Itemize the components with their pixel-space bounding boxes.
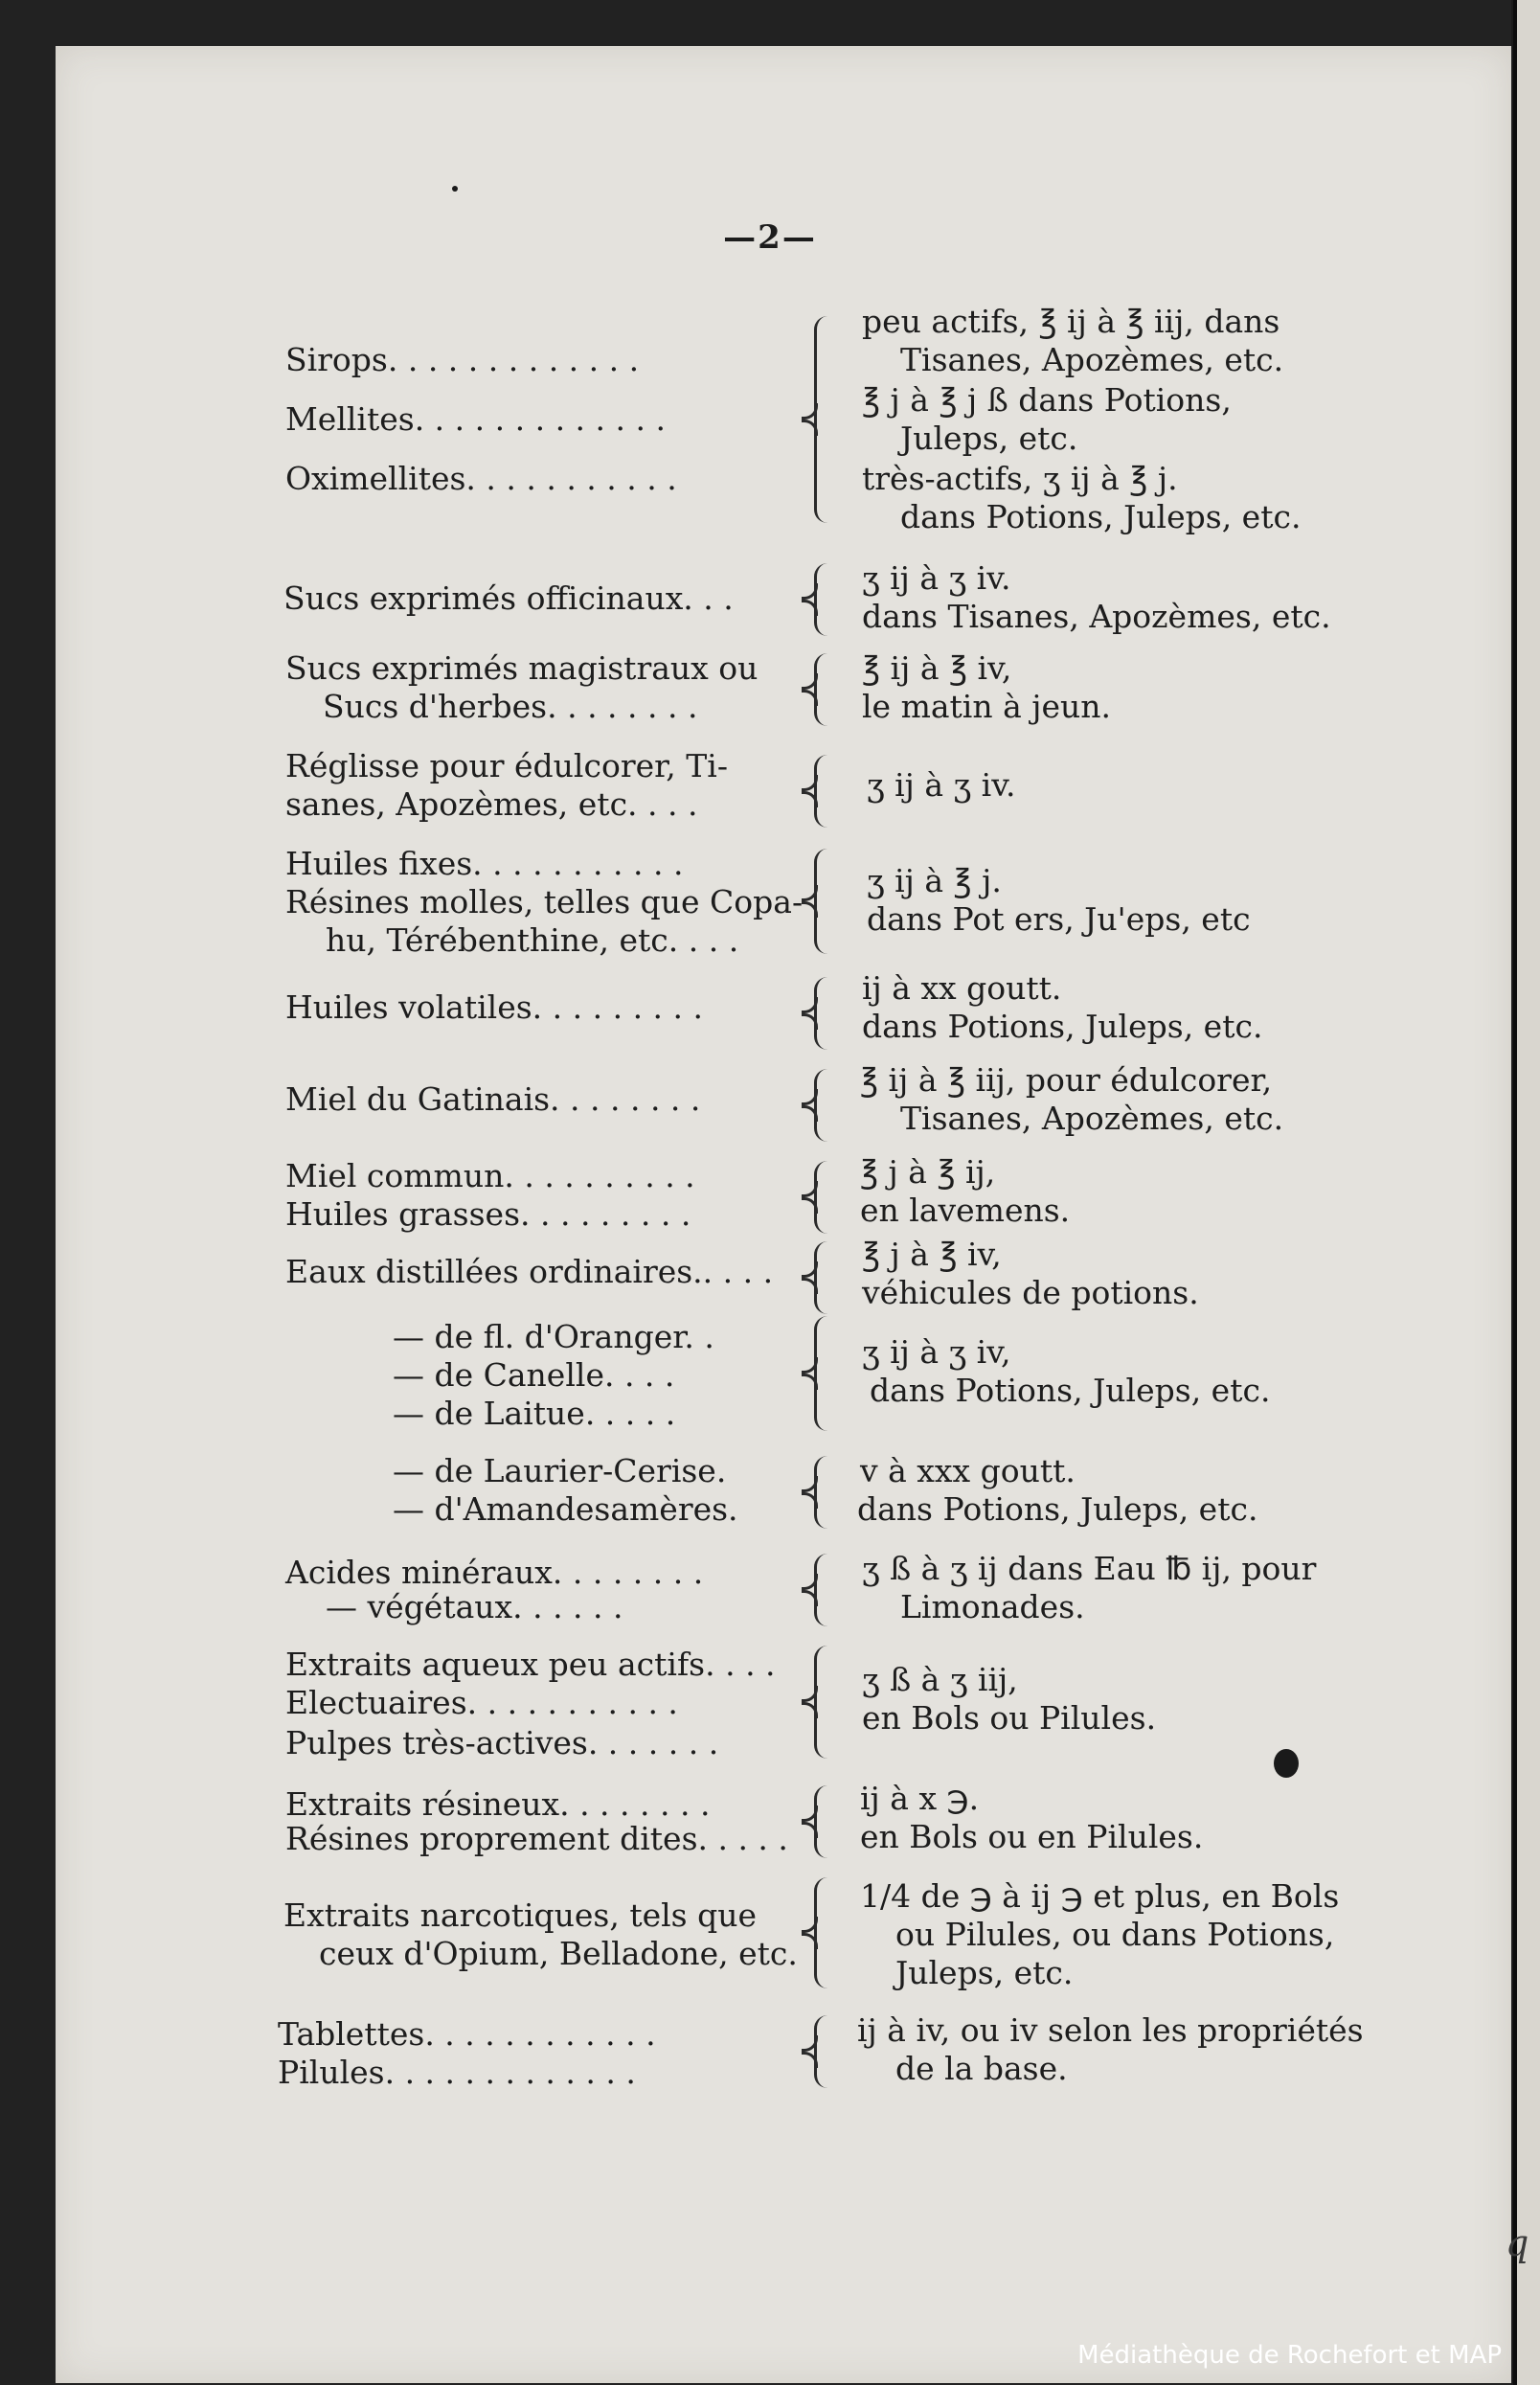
left-line: — végétaux. . . . . . bbox=[326, 1588, 623, 1625]
left-line: Acides minéraux. . . . . . . . bbox=[285, 1554, 704, 1591]
right-line: véhicules de potions. bbox=[862, 1274, 1199, 1311]
left-line: Extraits résineux. . . . . . . . bbox=[285, 1785, 711, 1823]
ink-speck bbox=[452, 186, 458, 192]
left-line: Tablettes. . . . . . . . . . . . bbox=[278, 2015, 656, 2053]
right-line: en lavemens. bbox=[860, 1192, 1071, 1229]
adjacent-page-glyph: q bbox=[1506, 2222, 1529, 2264]
left-line: — d'Amandesamères. bbox=[393, 1490, 738, 1528]
left-line: ceux d'Opium, Belladone, etc. bbox=[319, 1935, 798, 1972]
right-line: Juleps, etc. bbox=[895, 1954, 1074, 1991]
left-line: — de Canelle. . . . bbox=[393, 1356, 675, 1394]
right-line: dans Potions, Juleps, etc. bbox=[900, 498, 1302, 535]
right-line: ℥ j à ℥ ij, bbox=[860, 1153, 996, 1191]
page-number: —2— bbox=[723, 218, 817, 257]
right-line: ij à iv, ou iv selon les propriétés bbox=[857, 2011, 1364, 2049]
grouping-brace bbox=[814, 1554, 840, 1626]
left-line: Huiles grasses. . . . . . . . . bbox=[285, 1195, 691, 1233]
grouping-brace bbox=[814, 1069, 840, 1142]
left-line: Mellites. . . . . . . . . . . . . bbox=[285, 400, 666, 438]
grouping-brace bbox=[814, 977, 840, 1050]
left-line: Huiles fixes. . . . . . . . . . . bbox=[285, 845, 684, 882]
right-line: ℥ j à ℥ j ß dans Potions, bbox=[862, 381, 1232, 419]
grouping-brace bbox=[814, 316, 840, 523]
right-line: ʒ ß à ʒ iij, bbox=[862, 1661, 1018, 1698]
right-line: ʒ ij à ʒ iv, bbox=[862, 1333, 1011, 1371]
right-line: dans Potions, Juleps, etc. bbox=[862, 1008, 1263, 1045]
right-line: peu actifs, ℥ ij à ℥ iij, dans bbox=[862, 303, 1280, 340]
left-line: Extraits aqueux peu actifs. . . . bbox=[285, 1646, 776, 1683]
left-line: Sucs exprimés magistraux ou bbox=[285, 649, 759, 687]
left-line: Pulpes très-actives. . . . . . . bbox=[285, 1724, 719, 1761]
left-line: Résines molles, telles que Copa- bbox=[285, 883, 804, 920]
right-line: ℥ ij à ℥ iij, pour édulcorer, bbox=[860, 1061, 1273, 1099]
grouping-brace bbox=[814, 563, 840, 636]
left-line: Sucs exprimés officinaux. . . bbox=[283, 579, 734, 617]
right-line: Tisanes, Apozèmes, etc. bbox=[900, 1100, 1284, 1137]
left-line: sanes, Apozèmes, etc. . . . bbox=[285, 785, 698, 823]
right-line: ʒ ß à ʒ ij dans Eau ℔ ij, pour bbox=[862, 1550, 1317, 1587]
right-line: ʒ ij à ℥ j. bbox=[867, 862, 1002, 899]
left-line: — de fl. d'Oranger. . bbox=[393, 1318, 714, 1355]
grouping-brace bbox=[814, 653, 840, 726]
library-watermark: Médiathèque de Rochefort et MAP bbox=[1077, 2341, 1502, 2370]
right-line: ʒ ij à ʒ iv. bbox=[867, 766, 1016, 804]
grouping-brace bbox=[814, 1877, 840, 1988]
right-line: dans Tisanes, Apozèmes, etc. bbox=[862, 598, 1331, 635]
grouping-brace bbox=[814, 849, 840, 954]
right-line: très-actifs, ʒ ij à ℥ j. bbox=[862, 460, 1178, 497]
left-line: hu, Térébenthine, etc. . . . bbox=[326, 921, 739, 959]
right-line: ou Pilules, ou dans Potions, bbox=[895, 1916, 1335, 1953]
right-line: ij à xx goutt. bbox=[862, 969, 1062, 1007]
right-line: 1/4 de ℈ à ij ℈ et plus, en Bols bbox=[860, 1877, 1340, 1915]
adjacent-page-edge bbox=[1511, 0, 1540, 2385]
grouping-brace bbox=[814, 1785, 840, 1858]
grouping-brace bbox=[814, 755, 840, 828]
left-line: Pilules. . . . . . . . . . . . . bbox=[278, 2054, 636, 2091]
right-line: ℥ j à ℥ iv, bbox=[862, 1236, 1002, 1273]
grouping-brace bbox=[814, 1316, 840, 1431]
ink-speck bbox=[1274, 1749, 1299, 1778]
right-line: le matin à jeun. bbox=[862, 688, 1112, 725]
right-line: Limonades. bbox=[900, 1588, 1085, 1625]
left-line: — de Laitue. . . . . bbox=[393, 1395, 676, 1432]
left-line: Miel commun. . . . . . . . . . bbox=[285, 1157, 695, 1194]
right-line: ij à x ℈. bbox=[860, 1780, 980, 1817]
grouping-brace bbox=[814, 1456, 840, 1529]
left-line: Electuaires. . . . . . . . . . . bbox=[285, 1684, 678, 1721]
grouping-brace bbox=[814, 1646, 840, 1759]
grouping-brace bbox=[814, 2015, 840, 2088]
right-line: en Bols ou Pilules. bbox=[862, 1699, 1157, 1737]
left-line: — de Laurier-Cerise. bbox=[393, 1452, 727, 1489]
left-line: Extraits narcotiques, tels que bbox=[283, 1897, 758, 1934]
right-line: dans Pot ers, Ju'eps, etc bbox=[867, 900, 1251, 938]
grouping-brace bbox=[814, 1241, 840, 1314]
right-line: ℥ ij à ℥ iv, bbox=[862, 649, 1012, 687]
grouping-brace bbox=[814, 1161, 840, 1234]
right-line: dans Potions, Juleps, etc. bbox=[857, 1490, 1258, 1528]
right-line: v à xxx goutt. bbox=[860, 1452, 1076, 1489]
right-line: de la base. bbox=[895, 2050, 1068, 2087]
left-line: Oximellites. . . . . . . . . . . bbox=[285, 460, 677, 497]
right-line: ʒ ij à ʒ iv. bbox=[862, 559, 1011, 597]
right-line: dans Potions, Juleps, etc. bbox=[870, 1372, 1271, 1409]
left-line: Miel du Gatinais. . . . . . . . bbox=[285, 1080, 701, 1118]
left-line: Sirops. . . . . . . . . . . . . bbox=[285, 341, 640, 378]
right-line: Tisanes, Apozèmes, etc. bbox=[900, 341, 1284, 378]
right-line: en Bols ou en Pilules. bbox=[860, 1818, 1204, 1855]
left-line: Résines proprement dites. . . . . bbox=[285, 1820, 788, 1857]
left-line: Sucs d'herbes. . . . . . . . bbox=[323, 688, 698, 725]
left-line: Huiles volatiles. . . . . . . . . bbox=[285, 988, 703, 1026]
left-line: Eaux distillées ordinaires.. . . . bbox=[285, 1253, 774, 1290]
left-line: Réglisse pour édulcorer, Ti- bbox=[285, 747, 728, 784]
right-line: Juleps, etc. bbox=[900, 420, 1078, 457]
